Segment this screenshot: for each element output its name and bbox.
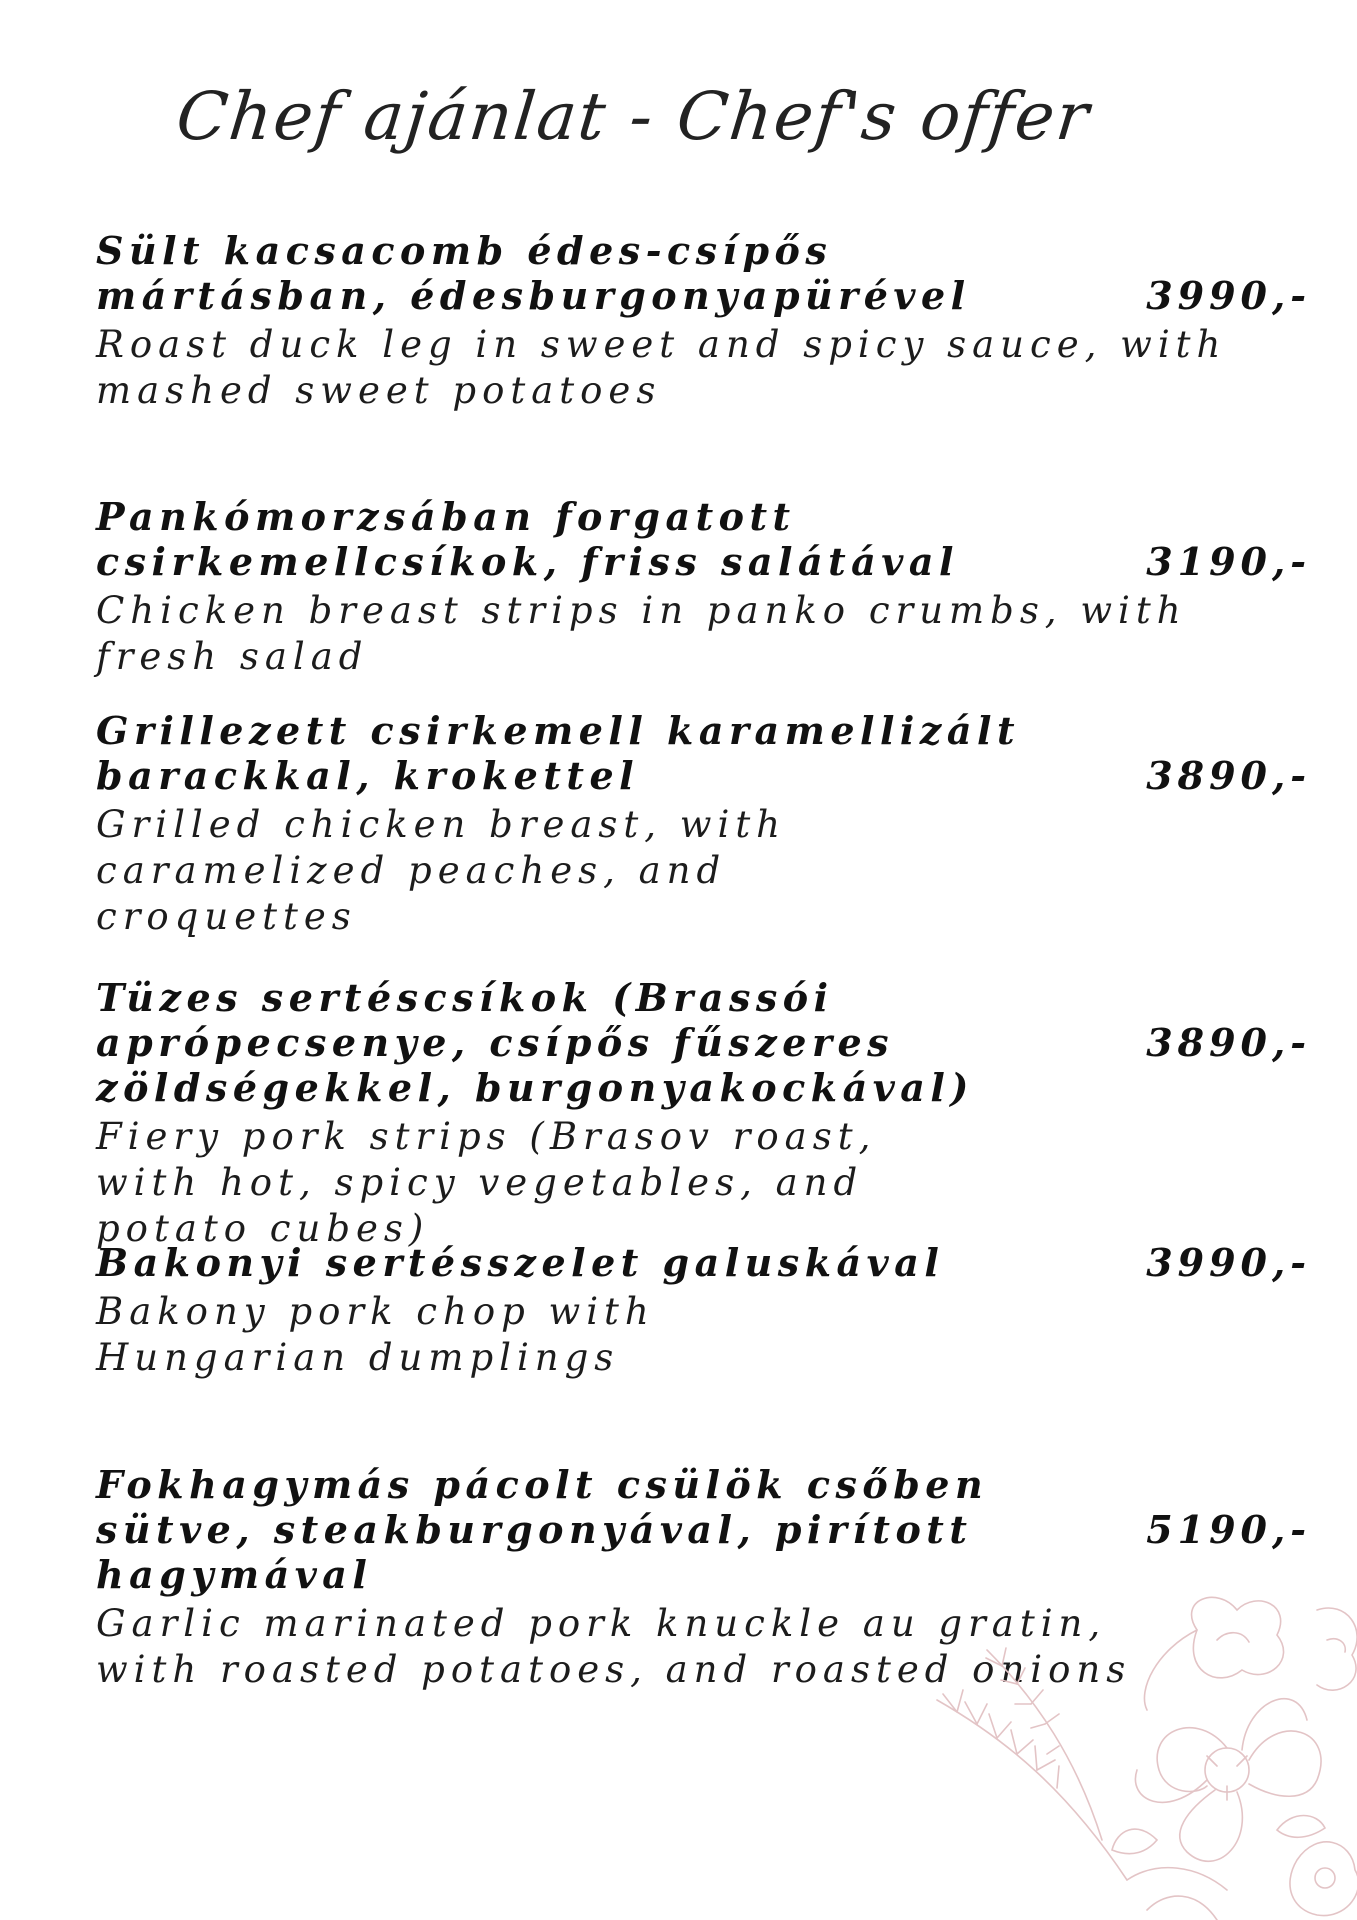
item-name-hungarian: Fokhagymás pácolt csülök csőben sütve, steakburgonyával, pirított hagymával (96, 1462, 989, 1597)
item-price: 3890,- (1146, 753, 1311, 798)
menu-item (96, 494, 1311, 680)
menu-item (96, 708, 1311, 940)
item-name-english: Bakony pork chop with Hungarian dumplings (96, 1290, 655, 1379)
item-name-hungarian: Bakonyi sertésszelet galuskával (96, 1240, 945, 1285)
item-price: 3890,- (1146, 1020, 1311, 1065)
item-name-hungarian: Grillezett csirkemell karamellizált barackkal, krokettel (96, 708, 1020, 798)
item-price: 5190,- (1146, 1507, 1311, 1552)
item-name-hungarian: Pankómorzsában forgatott csirkemellcsíkok, friss salátával (96, 494, 959, 584)
menu-item (96, 228, 1311, 414)
menu-item (96, 1240, 1311, 1381)
item-price: 3190,- (1146, 539, 1311, 584)
floral-decoration (897, 1590, 1357, 1920)
item-price: 3990,- (1146, 1240, 1311, 1285)
menu-item (96, 975, 1311, 1252)
item-name-english: Chicken breast strips in panko crumbs, with fresh salad (96, 589, 1187, 678)
item-name-english: Garlic marinated pork knuckle au gratin, with roasted potatoes, and roasted onions (96, 1602, 1132, 1691)
item-name-english: Roast duck leg in sweet and spicy sauce, with mashed sweet potatoes (96, 323, 1227, 412)
item-name-hungarian: Tüzes sertéscsíkok (Brassói aprópecsenye, csípős fűszeres zöldségekkel, burgonyakockával) (96, 975, 974, 1110)
item-price: 3990,- (1146, 273, 1311, 318)
menu-title: Chef ajánlat - Chef's offer (172, 78, 1095, 155)
item-name-hungarian: Sült kacsacomb édes-csípős mártásban, édesburgonyapürével (96, 228, 971, 318)
item-name-english: Fiery pork strips (Brasov roast, with hot, spicy vegetables, and potato cubes) (96, 1115, 877, 1250)
item-name-english: Grilled chicken breast, with caramelized peaches, and croquettes (96, 803, 787, 938)
